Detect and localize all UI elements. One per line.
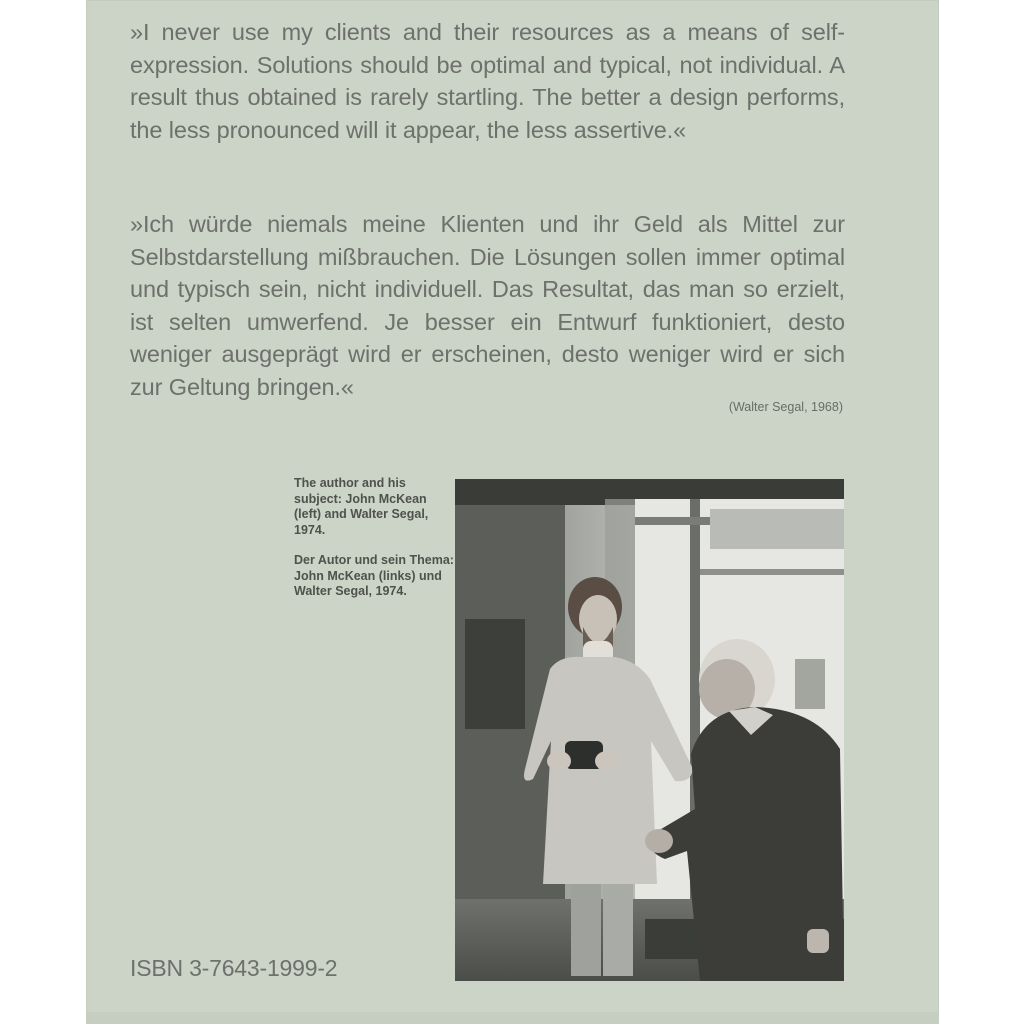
quote-german: »Ich würde niemals meine Klienten und ihr Geld als Mittel zur Selbstdarstellung mißbrauchen. Die Lösungen sollen immer optimal und typisch sein, nicht individuell. Das Resultat, das man so erzielt, ist selten umwerfend. Je besser ein Entwurf funktioniert, desto weniger ausgeprägt wird er erscheinen, desto weniger wird er sich zur Geltung bringen.« <box>130 211 845 400</box>
quote-english: »I never use my clients and their resources as a means of self-expression. Solutions should be optimal and typical, not individual. A result thus obtained is rarely startling. The better a design performs, the less pronounced will it appear, the less assertive.« <box>130 19 845 143</box>
isbn-number: ISBN 3-7643-1999-2 <box>130 955 338 981</box>
photo-illustration <box>455 479 844 981</box>
two-men-photograph <box>455 479 844 981</box>
photo-caption-english: The author and his subject: John McKean (left) and Walter Segal, 1974. <box>294 476 429 537</box>
photo-caption-german: Der Autor und sein Thema: John McKean (links) und Walter Segal, 1974. <box>294 553 454 598</box>
book-back-cover <box>86 0 939 1024</box>
quote-attribution: (Walter Segal, 1968) <box>728 400 843 414</box>
